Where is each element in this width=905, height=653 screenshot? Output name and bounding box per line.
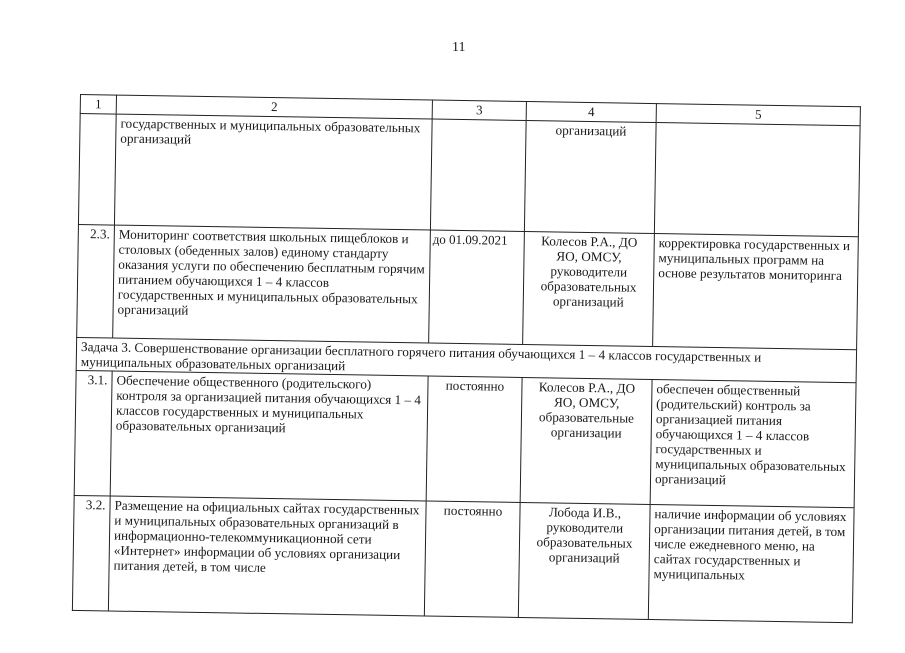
responsible-cell: организаций — [524, 121, 656, 234]
responsible-cell: Колесов Р.А., ДО ЯО, ОМСУ, руководители образовательных организаций — [523, 231, 655, 346]
page-number: 11 — [452, 40, 466, 55]
column-number: 3 — [432, 100, 526, 120]
row-number-cell — [78, 114, 116, 226]
result-cell — [654, 123, 860, 237]
table-row — [77, 224, 859, 349]
deadline-cell: до 01.09.2021 — [429, 230, 525, 344]
result-cell: наличие информации об условиях организации питания детей, в том числе ежедневного меню, на сайтах государственных и муниципальных — [648, 505, 854, 623]
deadline-cell — [430, 119, 526, 231]
row-number-cell: 3.2. — [72, 495, 110, 611]
column-number: 4 — [526, 102, 656, 123]
row-number-cell: 2.3. — [77, 224, 115, 338]
column-number: 5 — [656, 104, 860, 126]
plan-table — [72, 94, 861, 623]
table-row — [74, 370, 856, 507]
row-number-cell: 3.1. — [74, 370, 112, 496]
description-cell: государственных и муниципальных образовательных организаций — [114, 114, 432, 230]
table-row-continuation — [78, 114, 860, 237]
column-number: 2 — [116, 95, 432, 119]
responsible-cell: Колесов Р.А., ДО ЯО, ОМСУ, образовательные организации — [520, 377, 652, 504]
responsible-cell: Лобода И.В., руководители образовательных организаций — [518, 502, 650, 619]
deadline-cell: постоянно — [424, 501, 520, 617]
result-cell: обеспечен общественный (родительский) контроль за организацией питания обучающихся 1 – 4 классов государственных и муниципальных образовательных организаций — [650, 380, 856, 508]
description-cell: Размещение на официальных сайтах государственных и муниципальных образовательных организаций в информационно-телекоммуникационной сети «Интернет» информации об условиях организации питания детей, в том числе — [108, 496, 426, 616]
deadline-cell: постоянно — [426, 376, 522, 502]
description-cell: Обеспечение общественного (родительского) контроля за организацией питания обучающихся 1 – 4 классов государственных и муниципальных образовательных организаций — [110, 371, 428, 501]
result-cell: корректировка государственных и муниципальных программ на основе результатов мониторинга — [653, 234, 859, 350]
task-heading: Задача 3. Совершенствование организации бесплатного горячего питания обучающихся 1 – 4 классов государственных и муниципальных образовательных организаций — [76, 337, 856, 382]
description-cell: Мониторинг соответствия школьных пищеблоков и столовых (обеденных залов) единому стандарту оказания услуги по обеспечению бесплатным горячим питанием обучающихся 1 – 4 классов государственных и муниципальных образовательных организаций — [113, 225, 431, 343]
column-number: 1 — [80, 95, 116, 115]
table-row — [72, 495, 854, 622]
